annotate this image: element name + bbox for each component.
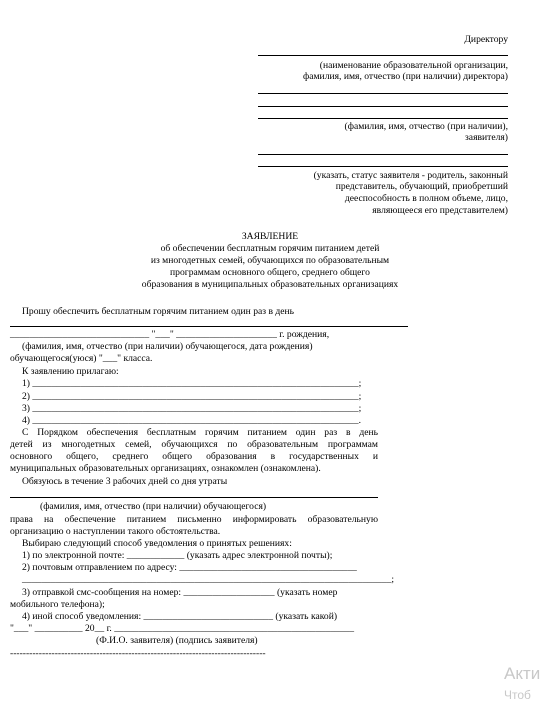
student-caption-2: (фамилия, имя, отчество (при наличии) обучающегося) (40, 501, 267, 512)
org-caption-2: фамилия, имя, отчество (при наличии) директора) (303, 71, 508, 82)
addressee: Директору (464, 34, 508, 45)
applicant-underline (258, 118, 508, 119)
attachment-1: 1) ____________________________________________________________________; (22, 378, 362, 389)
title-line-2: из многодетных семей, обучающихся по образовательным (150, 255, 390, 266)
right-line-2: организацию о наступлении такого обстоятельства. (10, 526, 221, 537)
title-line-3: программам основного общего, среднего общего (170, 267, 370, 278)
procedure-line-1: С Порядком обеспечения бесплатным горячим питанием один раз в день (22, 427, 378, 438)
attachments-intro: К заявлению прилагаю: (22, 366, 119, 377)
status-underline (258, 166, 508, 167)
notify-option-1: 1) по электронной почте: ____________ (указать адрес электронной почты); (22, 550, 333, 561)
student-name-line-2 (10, 497, 378, 498)
org-caption-1: (наименование образовательной организации, (319, 60, 508, 71)
oblige-text: Обязуюсь в течение 3 рабочих дней со дня утраты (22, 476, 228, 487)
request-text: Прошу обеспечить бесплатным горячим питанием один раз в день (22, 306, 295, 317)
blank-line-3 (258, 154, 508, 155)
attachment-2: 2) ____________________________________________________________________; (22, 391, 362, 402)
birth-line: _____________________________ "___" _____________________ г. рождения, (10, 329, 330, 340)
notify-option-2-end: _____________________________________________________________________________; (22, 574, 395, 585)
student-caption: (фамилия, имя, отчество (при наличии) обучающегося, дата рождения) (22, 341, 313, 352)
notify-option-2: 2) почтовым отправлением по адресу: _____________________________________ (22, 562, 357, 573)
blank-line-1 (258, 93, 508, 94)
org-underline (258, 55, 508, 56)
activation-watermark-1: Акти (504, 664, 540, 683)
document-heading: ЗАЯВЛЕНИЕ (241, 231, 299, 242)
activation-watermark-2: Чтоб (504, 688, 531, 702)
student-name-line (10, 326, 408, 327)
title-line-1: об обеспечении бесплатным горячим питанием детей (160, 243, 380, 254)
divider-line: -------------------------------------------------------------------------------- (10, 648, 266, 659)
attachment-4: 4) ____________________________________________________________________. (22, 415, 361, 426)
status-caption-2: представитель, обучающий, приобретший (335, 181, 508, 192)
blank-line-2 (258, 106, 508, 107)
class-line: обучающегося(уюся) "___" класса. (10, 353, 153, 364)
signature-caption: (Ф.И.О. заявителя) (подпись заявителя) (96, 635, 258, 646)
notify-intro: Выбираю следующий способ уведомления о принятых решениях: (22, 538, 292, 549)
title-line-4: образования в муниципальных образовательных организациях (141, 279, 399, 290)
attachment-3: 3) ____________________________________________________________________; (22, 403, 362, 414)
procedure-line-3: основного общего, среднего общего образования в государственных и (10, 451, 378, 462)
notify-option-3: 3) отправкой смс-сообщения на номер: ___________________ (указать номер (22, 587, 338, 598)
right-line-1: права на обеспечение питанием письменно информировать образовательную (10, 514, 378, 525)
status-caption-1: (указать, статус заявителя - родитель, законный (313, 170, 508, 181)
procedure-line-4: муниципальных образовательных организациях, ознакомлен (ознакомлена). (10, 463, 321, 474)
date-signature-line: "___" __________ 20__ г. __________________________________________________ (10, 623, 355, 634)
procedure-line-2: детей из многодетных семей, обучающихся по образовательным программам (10, 439, 378, 450)
notify-option-4: 4) иной способ уведомления: ___________________________ (указать какой) (22, 611, 338, 622)
notify-option-3-cont: мобильного телефона); (10, 599, 105, 610)
applicant-caption-2: заявителя) (465, 132, 508, 143)
applicant-caption-1: (фамилия, имя, отчество (при наличии), (344, 121, 508, 132)
status-caption-3: дееспособность в полном объеме, лицо, (344, 193, 508, 204)
status-caption-4: являющееся его представителем) (372, 205, 508, 216)
